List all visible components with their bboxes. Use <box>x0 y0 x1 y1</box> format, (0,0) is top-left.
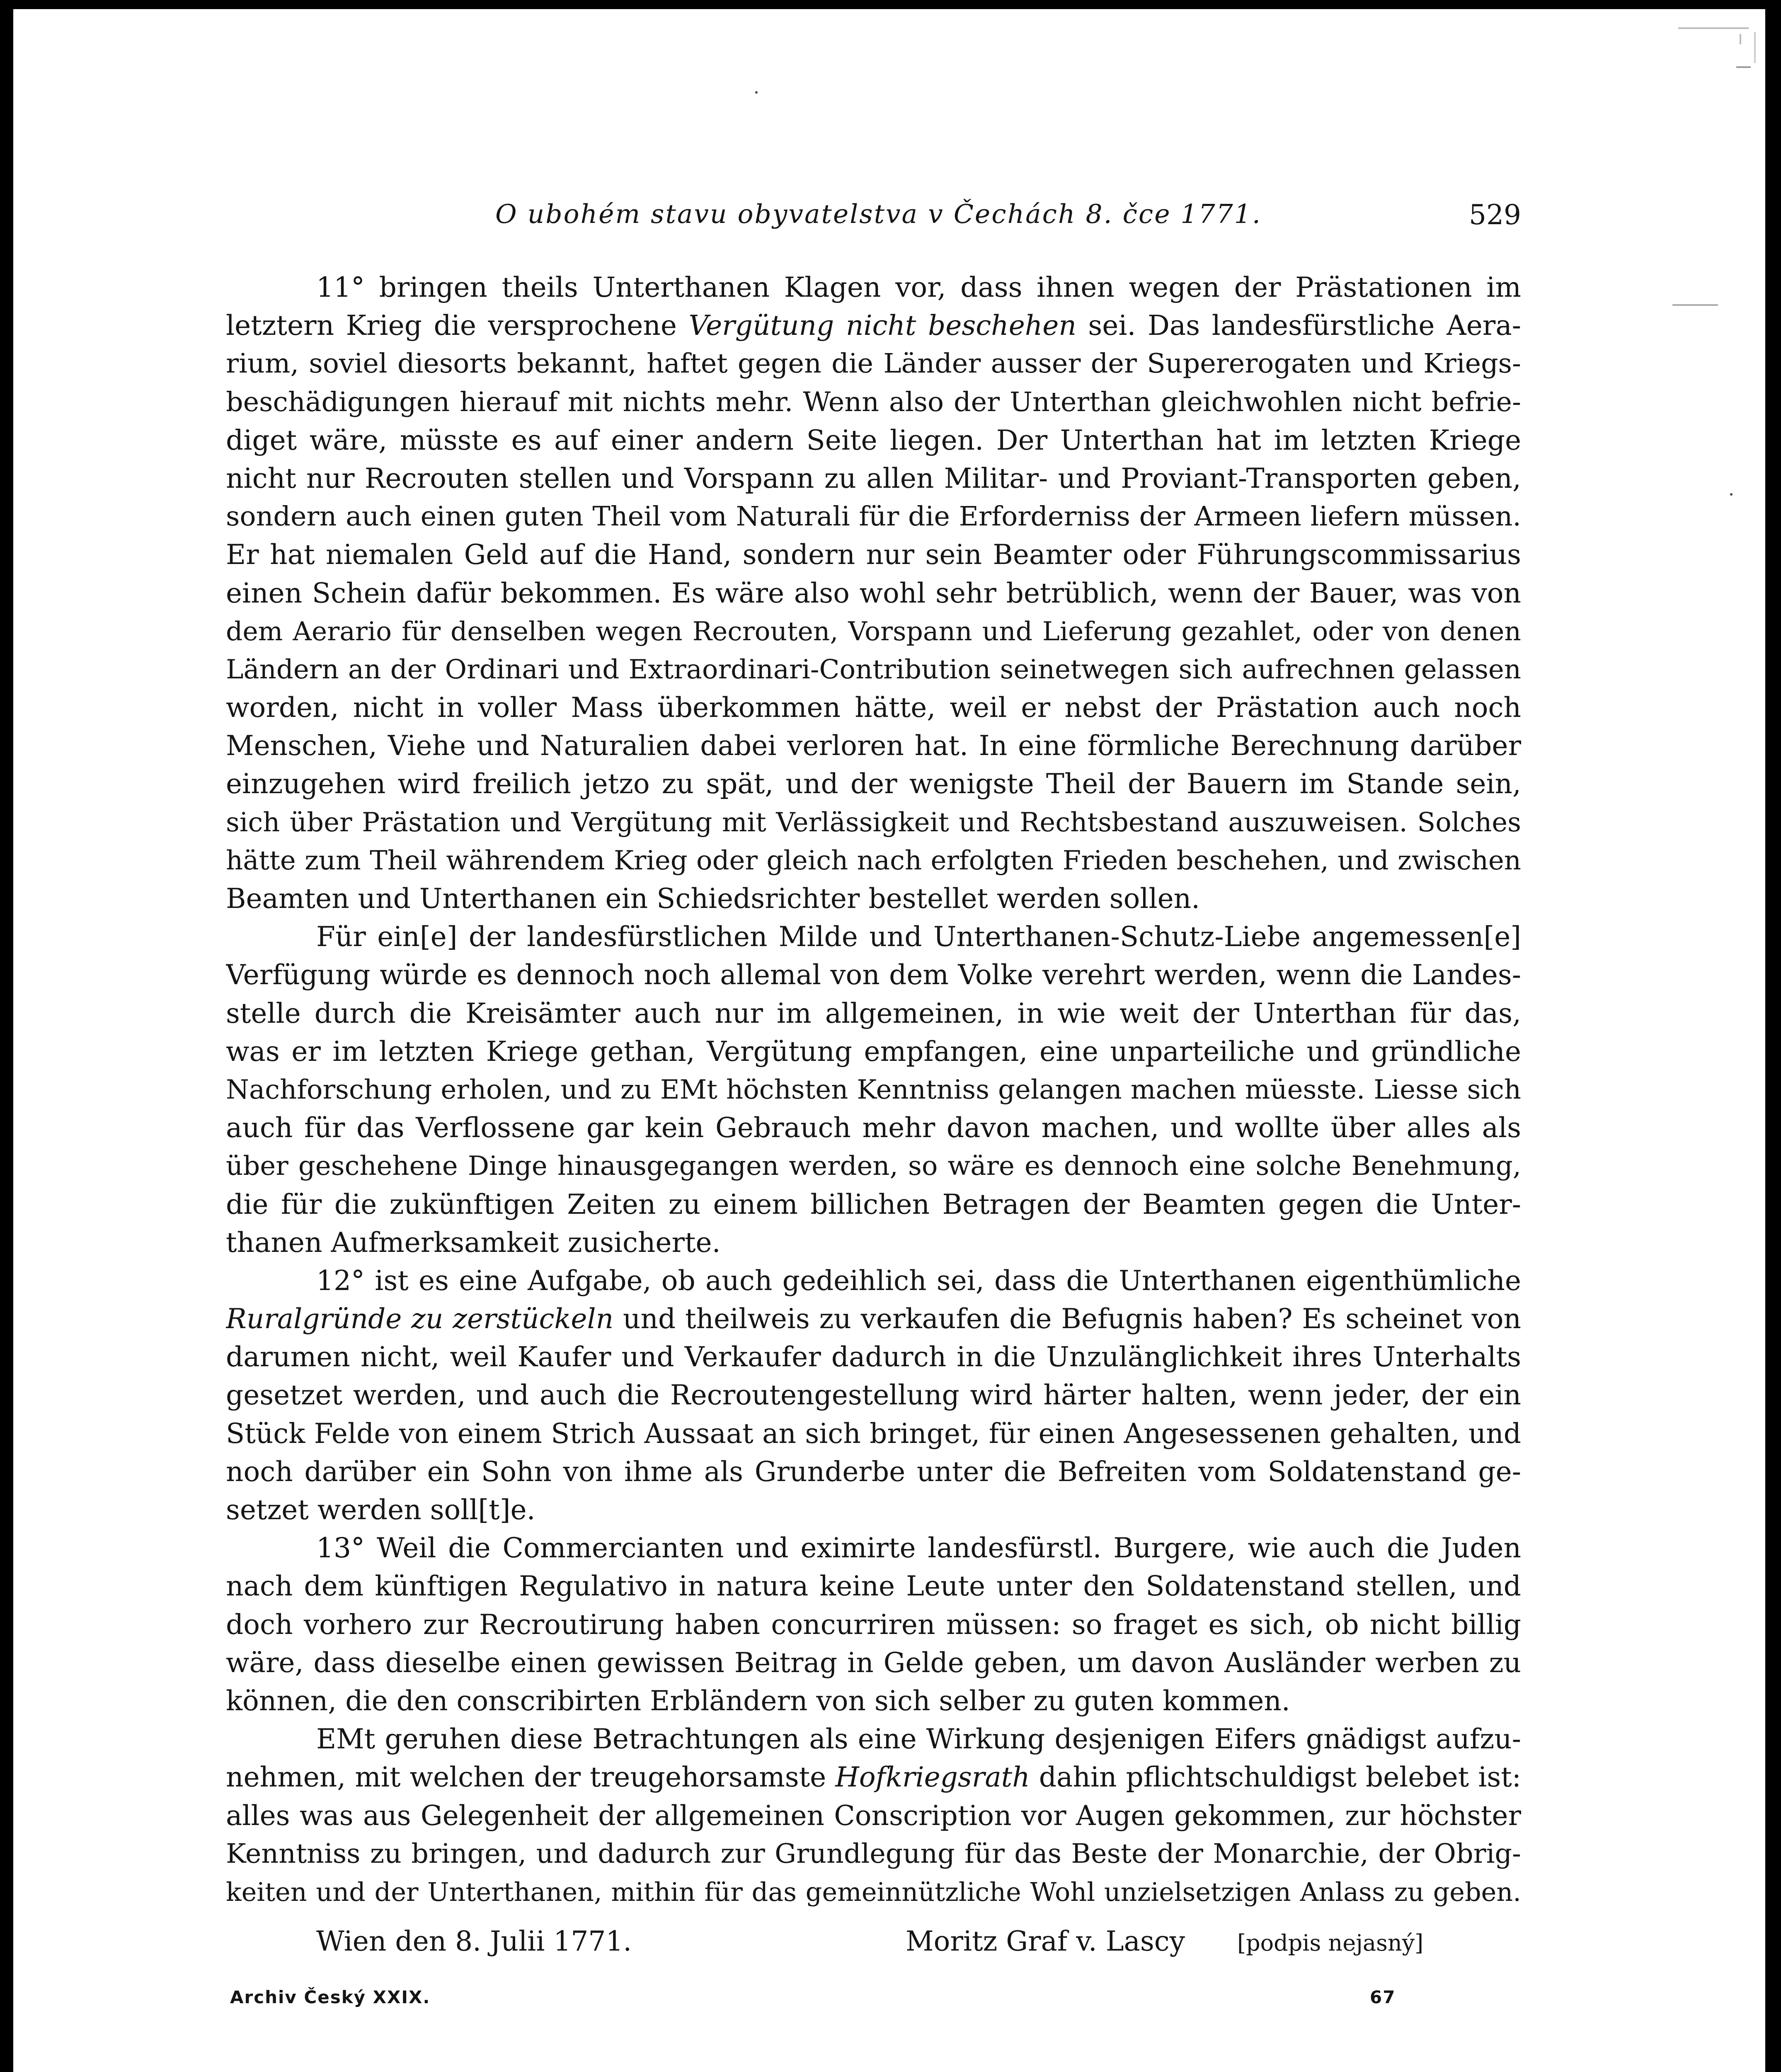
text-line <box>226 1415 1521 1453</box>
sheet-number: 67 <box>1370 1987 1396 2007</box>
signature-note: [podpis nejasný] <box>1237 1930 1424 1956</box>
text-line <box>226 956 1521 994</box>
text-line <box>226 1224 1521 1262</box>
text-line <box>226 880 1521 918</box>
text-line <box>226 804 1521 842</box>
text-run: doch vorhero zur Recroutirung haben concurriren müssen: so fraget es sich, ob nicht billig <box>226 1608 1521 1641</box>
text-run: einen Schein dafür bekommen. Es wäre also wohl sehr betrüblich, wenn der Bauer, was von <box>226 577 1521 609</box>
text-run: Verfügung würde es dennoch noch allemal von dem Volke verehrt werden, wenn die Landes- <box>226 959 1521 991</box>
text-run: Stück Felde von einem Strich Aussaat an sich bringet, für einen Angesessenen gehalten, und <box>226 1417 1521 1450</box>
text-line <box>226 1720 1521 1758</box>
scan-speck <box>1730 493 1733 496</box>
text-line <box>226 1797 1521 1835</box>
text-line <box>226 727 1521 765</box>
text-run: EMt geruhen diese Betrachtungen als eine Wirkung desjenigen Eifers gnädigst aufzu- <box>316 1723 1521 1755</box>
text-run: sich über Prästation und Vergütung mit Verlässigkeit und Rechtsbestand auszuweisen. Solches <box>226 807 1521 838</box>
text-run: Kenntniss zu bringen, und dadurch zur Grundlegung für das Beste der Monarchie, der Obrig- <box>226 1838 1521 1869</box>
text-line <box>226 1033 1521 1071</box>
text-run: Er hat niemalen Geld auf die Hand, sondern nur sein Beamter oder Führungscommissarius <box>226 539 1521 571</box>
text-line <box>226 345 1521 383</box>
text-run: nach dem künftigen Regulativo in natura keine Leute unter den Soldatenstand stellen, und <box>226 1570 1521 1602</box>
text-run: letztern Krieg die versprochene <box>226 310 689 342</box>
running-title: O ubohém stavu obyvatelstva v Čechách 8. čce 1771. <box>495 199 1262 229</box>
text-line <box>226 689 1521 727</box>
text-run: einzugehen wird freilich jetzo zu spät, und der wenigste Theil der Bauern im Stande sein, <box>226 768 1521 800</box>
text-run: können, die den conscribirten Erbländern von sich selber zu guten kommen. <box>226 1685 1290 1717</box>
text-run: Beamten und Unterthanen ein Schiedsrichter bestellet werden sollen. <box>226 883 1200 915</box>
text-line <box>226 383 1521 421</box>
text-line <box>226 1262 1521 1300</box>
text-run: worden, nicht in voller Mass überkommen hätte, weil er nebst der Prästation auch noch <box>226 692 1521 724</box>
text-line <box>226 1338 1521 1376</box>
text-run: beschädigungen hierauf mit nichts mehr. Wenn also der Unterthan gleichwohlen nicht befrie- <box>226 386 1521 418</box>
margin-dash <box>1672 304 1718 306</box>
scan-corner-mark <box>1678 9 1765 71</box>
text-run: sei. Das landesfürstliche Aera- <box>1076 310 1521 342</box>
page-footer <box>226 1987 1521 2016</box>
text-line <box>226 651 1521 689</box>
text-run: gesetzet werden, und auch die Recroutengestellung wird härter halten, wenn jeder, der ein <box>226 1379 1521 1411</box>
text-line <box>226 612 1521 651</box>
text-run: sondern auch einen guten Theil vom Naturali für die Erforderniss der Armeen liefern müssen. <box>226 501 1521 533</box>
text-run: und theilweis zu verkaufen die Befugnis haben? Es scheinet von <box>613 1303 1521 1335</box>
text-run: stelle durch die Kreisämter auch nur im allgemeinen, in wie weit der Unterthan für das, <box>226 997 1521 1029</box>
text-run: was er im letzten Kriege gethan, Vergütung empfangen, eine unparteiliche und gründliche <box>226 1035 1521 1067</box>
text-line <box>226 1567 1521 1605</box>
text-run: auch für das Verflossene gar kein Gebrauch mehr davon machen, und wollte über alles als <box>226 1112 1521 1144</box>
text-run: hätte zum Theil währendem Krieg oder gleich nach erfolgten Frieden beschehen, und zwischen <box>226 845 1521 876</box>
text-line <box>226 1758 1521 1796</box>
text-run: dem Aerario für denselben wegen Recrouten, Vorspann und Lieferung gezahlet, oder von denen <box>226 616 1521 646</box>
text-line <box>226 536 1521 574</box>
place-date: Wien den 8. Julii 1771. <box>316 1925 632 1957</box>
text-run: 12° ist es eine Aufgabe, ob auch gedeihlich sei, dass die Unterthanen eigenthümliche <box>316 1264 1521 1297</box>
text-run: 11° bringen theils Unterthanen Klagen vor, dass ihnen wegen der Prästationen im <box>316 271 1521 303</box>
page-number: 529 <box>1469 199 1521 231</box>
text-line <box>226 1682 1521 1720</box>
text-line <box>226 1376 1521 1414</box>
emphasis-text: Vergütung nicht beschehen <box>688 310 1076 342</box>
text-line <box>226 1453 1521 1491</box>
text-run: 13° Weil die Commercianten und eximirte landesfürstl. Burgere, wie auch die Juden <box>316 1532 1521 1564</box>
text-run: die für die zukünftigen Zeiten zu einem billichen Betragen der Beamten gegen die Unter- <box>226 1188 1521 1220</box>
emphasis-text: Ruralgründe zu zerstückeln <box>226 1303 614 1335</box>
document-body <box>226 269 1521 1911</box>
text-run: über geschehene Dinge hinausgegangen werden, so wäre es dennoch eine solche Benehmung, <box>226 1151 1521 1182</box>
closing-line <box>226 1923 1521 1960</box>
text-line <box>226 574 1521 612</box>
text-line <box>226 1071 1521 1109</box>
text-run: diget wäre, müsste es auf einer andern Seite liegen. Der Unterthan hat im letzten Kriege <box>226 424 1521 456</box>
text-run: noch darüber ein Sohn von ihme als Grunderbe unter die Befreiten vom Soldatenstand ge- <box>226 1455 1521 1488</box>
text-line <box>226 1491 1521 1529</box>
text-line <box>226 269 1521 307</box>
text-run: nicht nur Recrouten stellen und Vorspann zu allen Militar- und Proviant-Transporten geben, <box>226 462 1521 494</box>
text-line <box>226 460 1521 498</box>
text-line <box>226 1147 1521 1185</box>
text-line <box>226 421 1521 460</box>
text-line <box>226 1300 1521 1338</box>
text-line <box>226 498 1521 536</box>
text-line <box>226 1606 1521 1644</box>
signatory: Moritz Graf v. Lascy <box>906 1925 1185 1957</box>
text-run: Ländern an der Ordinari und Extraordinari-Contribution seinetwegen sich aufrechnen gelassen <box>226 654 1521 685</box>
text-line <box>226 1529 1521 1567</box>
text-line <box>226 1644 1521 1682</box>
text-line <box>226 765 1521 803</box>
text-run: keiten und der Unterthanen, mithin für das gemeinnützliche Wohl unzielsetzigen Anlass zu geben. <box>226 1876 1521 1907</box>
text-line <box>226 1873 1521 1911</box>
text-run: Nachforschung erholen, und zu EMt höchsten Kenntniss gelangen machen müesste. Liesse sich <box>226 1074 1521 1105</box>
text-line <box>226 918 1521 956</box>
emphasis-text: Hofkriegsrath <box>835 1761 1030 1794</box>
text-run: dahin pflichtschuldigst belebet ist: <box>1030 1761 1521 1794</box>
page-header <box>226 199 1521 236</box>
text-run: Für ein[e] der landesfürstlichen Milde und Unterthanen-Schutz-Liebe angemessen[e] <box>316 921 1521 953</box>
text-run: setzet werden soll[t]e. <box>226 1494 536 1526</box>
text-run: Menschen, Viehe und Naturalien dabei verloren hat. In eine förmliche Berechnung darüber <box>226 730 1521 762</box>
text-run: nehmen, mit welchen der treugehorsamste <box>226 1761 836 1794</box>
text-run: rium, soviel diesorts bekannt, haftet gegen die Länder ausser der Supererogaten und Kriegs- <box>226 348 1521 380</box>
text-line <box>226 1835 1521 1873</box>
text-run: alles was aus Gelegenheit der allgemeinen Conscription vor Augen gekommen, zur höchster <box>226 1799 1521 1832</box>
text-line <box>226 995 1521 1033</box>
text-line <box>226 307 1521 345</box>
text-line <box>226 1186 1521 1224</box>
text-run: darumen nicht, weil Kaufer und Verkaufer dadurch in die Unzulänglichkeit ihres Unterhalts <box>226 1341 1521 1373</box>
text-run: wäre, dass dieselbe einen gewissen Beitrag in Gelde geben, um davon Ausländer werben zu <box>226 1646 1521 1679</box>
series-title: Archiv Český XXIX. <box>230 1987 431 2007</box>
text-line <box>226 842 1521 880</box>
text-line <box>226 1109 1521 1147</box>
scan-speck <box>755 91 758 94</box>
text-run: thanen Aufmerksamkeit zusicherte. <box>226 1226 721 1259</box>
